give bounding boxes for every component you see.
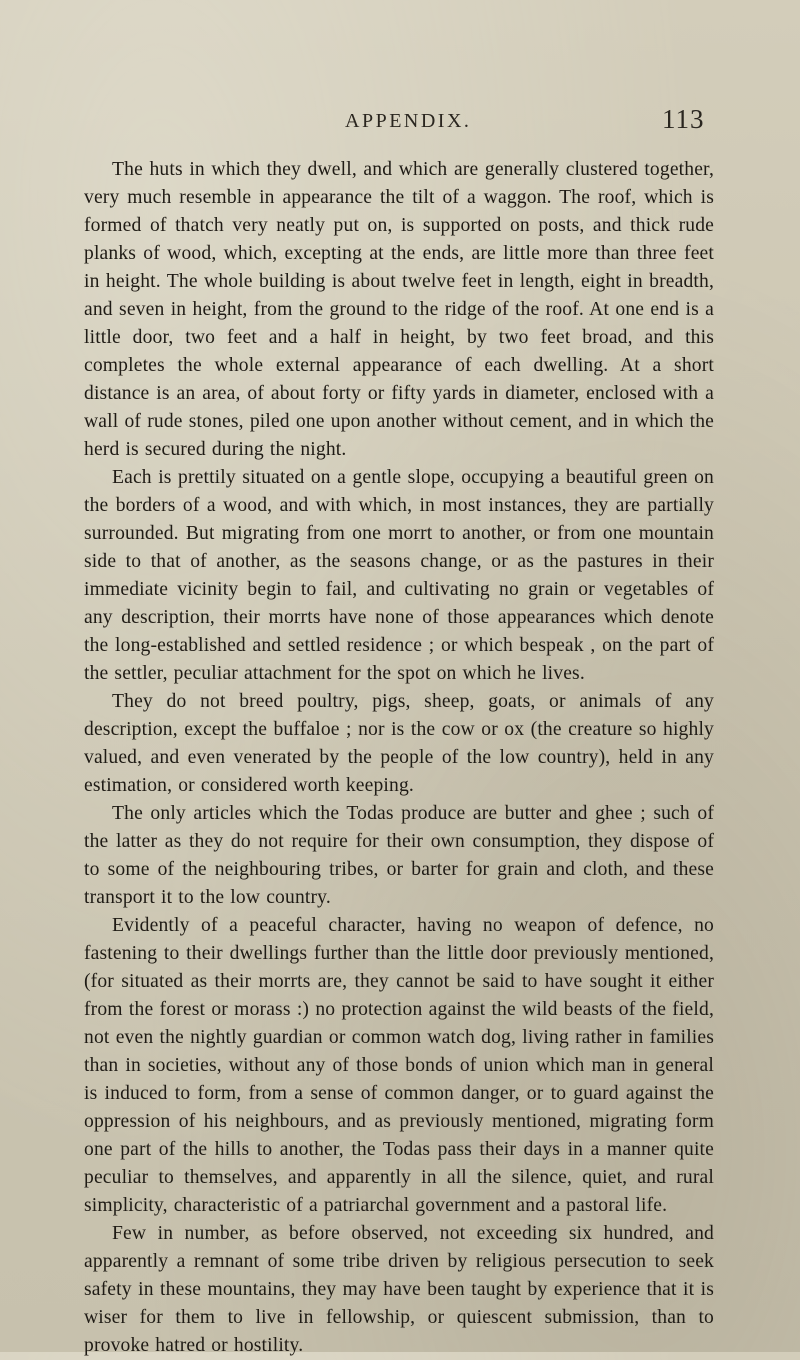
body-text xyxy=(84,156,714,1360)
running-header xyxy=(0,104,800,140)
paragraph-situation: Each is prettily situated on a gentle slope, occupying a beautiful green on the borders of a wood, and with which, in most instances, they are partially surrounded. But migrating from one morrt to another, or from one mountain side to that of another, as the seasons change, or as the pastures in their immediate vicinity begin to fail, and cultivating no grain or vegetables of any description, their morrts have none of those appearances which denote the long-established and settled residence ; or which bespeak , on the part of the settler, peculiar attachment for the spot on which he lives. xyxy=(84,467,714,684)
running-title: APPENDIX. xyxy=(345,110,472,132)
page-number: 113 xyxy=(662,104,705,134)
paragraph-number: Few in number, as before observed, not exceeding six hundred, and apparently a remnant of some tribe driven by religious persecution to seek safety in these mountains, they may have been taught by experience that it is wiser for them to live in fellowship, or quiescent submission, than to provoke hatred or hostility. xyxy=(84,1223,714,1356)
paragraph-produce: The only articles which the Todas produce are butter and ghee ; such of the latter as they do not require for their own consumption, they dispose of to some of the neighbouring tribes, or barter for grain and cloth, and these transport it to the low country. xyxy=(84,803,714,908)
paragraph-livestock: They do not breed poultry, pigs, sheep, goats, or animals of any description, except the buffaloe ; nor is the cow or ox (the creature so highly valued, and even venerated by the people of the low country), held in any estimation, or considered worth keeping. xyxy=(84,691,714,796)
paragraph-huts: The huts in which they dwell, and which are generally clustered together, very much resemble in appearance the tilt of a waggon. The roof, which is formed of thatch very neatly put on, is supported on posts, and thick rude planks of wood, which, excepting at the ends, are little more than three feet in height. The whole building is about twelve feet in length, eight in breadth, and seven in height, from the ground to the ridge of the roof. At one end is a little door, two feet and a half in height, by two feet broad, and this completes the whole external appearance of each dwelling. At a short distance is an area, of about forty or fifty yards in diameter, enclosed with a wall of rude stones, piled one upon another without cement, and in which the herd is secured during the night. xyxy=(84,159,714,460)
paragraph-character: Evidently of a peaceful character, having no weapon of defence, no fastening to their dwellings further than the little door previously mentioned, (for situated as their morrts are, they cannot be said to have sought it either from the forest or morass :) no protection against the wild beasts of the field, not even the nightly guardian or common watch dog, living rather in families than in societies, without any of those bonds of union which man in general is induced to form, from a sense of common danger, or to guard against the oppression of his neighbours, and as previously mentioned, migrating form one part of the hills to another, the Todas pass their days in a manner quite peculiar to themselves, and apparently in all the silence, quiet, and rural simplicity, characteristic of a patriarchal government and a pastoral life. xyxy=(84,915,714,1216)
